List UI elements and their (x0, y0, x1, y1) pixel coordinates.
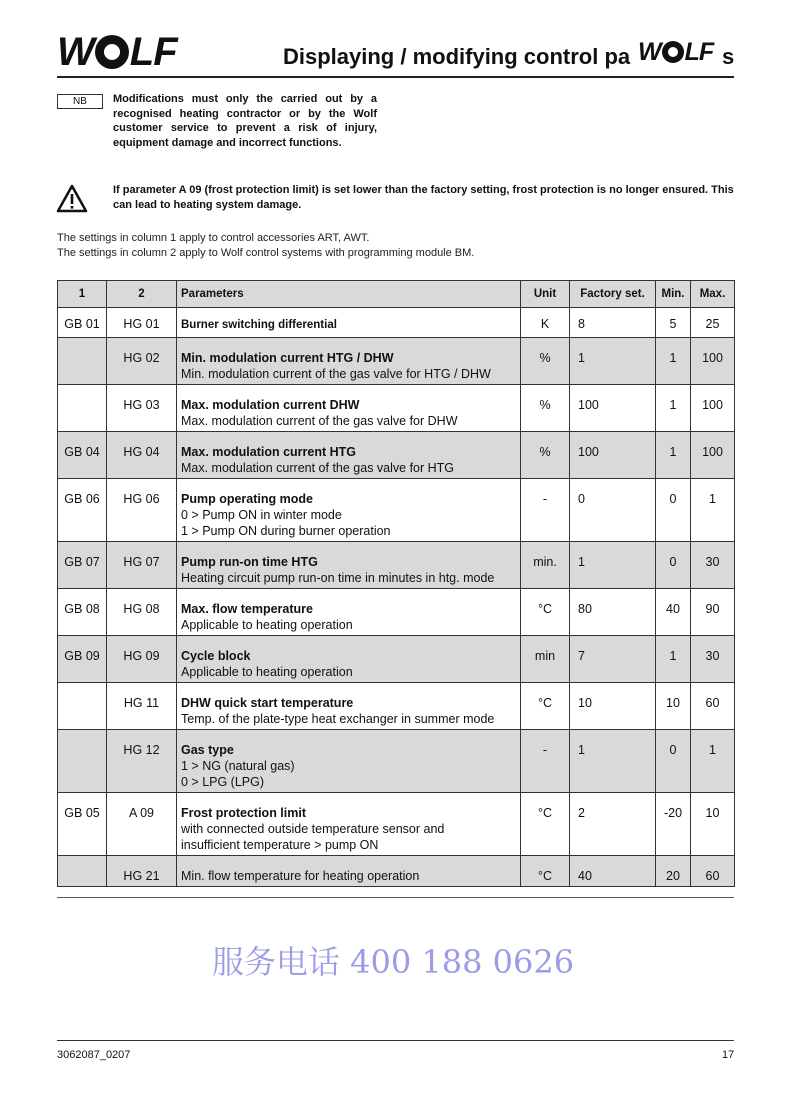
cell-unit: °C (521, 856, 570, 887)
param-desc-2: 1 > Pump ON during burner operation (181, 524, 391, 538)
cell-factory: 100 (570, 432, 656, 479)
col-header-1: 1 (58, 281, 107, 308)
param-desc: Applicable to heating operation (181, 665, 353, 679)
cell-col1 (58, 683, 107, 730)
cell-col2: HG 07 (107, 542, 177, 589)
param-name: Burner switching differential (181, 319, 337, 331)
cell-col1 (58, 856, 107, 887)
cell-col1: GB 01 (58, 308, 107, 338)
cell-unit: K (521, 308, 570, 338)
cell-max: 100 (691, 432, 735, 479)
cell-factory: 1 (570, 338, 656, 385)
param-desc: Applicable to heating operation (181, 618, 353, 632)
cell-col1: GB 08 (58, 589, 107, 636)
table-row (58, 338, 735, 385)
cell-min: 40 (656, 589, 691, 636)
col-header-min: Min. (656, 281, 691, 308)
cell-max: 100 (691, 385, 735, 432)
col-header-factory: Factory set. (570, 281, 656, 308)
cell-col2: HG 03 (107, 385, 177, 432)
param-desc-2: 0 > LPG (LPG) (181, 775, 265, 789)
param-name: DHW quick start temperature (181, 696, 354, 710)
cell-max: 25 (691, 308, 735, 338)
cell-max: 30 (691, 542, 735, 589)
cell-min: 5 (656, 308, 691, 338)
intro-line-1: The settings in column 1 apply to control accessories ART, AWT. (57, 232, 370, 244)
cell-col1: GB 05 (58, 793, 107, 856)
service-phone-watermark: 服务电话 400 188 0626 (212, 943, 575, 981)
cell-col1 (58, 338, 107, 385)
cell-unit: % (521, 385, 570, 432)
cell-max: 30 (691, 636, 735, 683)
cell-factory: 1 (570, 730, 656, 793)
cell-col2: HG 12 (107, 730, 177, 793)
cell-max: 60 (691, 683, 735, 730)
cell-col1: GB 04 (58, 432, 107, 479)
cell-max: 1 (691, 730, 735, 793)
table-row (58, 730, 735, 793)
col-header-parameters: Parameters (177, 281, 521, 308)
cell-factory: 0 (570, 479, 656, 542)
wolf-logo: W LF (57, 29, 177, 74)
cell-unit: - (521, 479, 570, 542)
header-divider (57, 76, 734, 78)
intro-text (57, 231, 474, 260)
cell-col2: HG 21 (107, 856, 177, 887)
param-desc: Temp. of the plate-type heat exchanger in summer mode (181, 712, 495, 726)
param-desc: 0 > Pump ON in winter mode (181, 508, 342, 522)
cell-unit: °C (521, 683, 570, 730)
cell-col1 (58, 730, 107, 793)
cell-max: 60 (691, 856, 735, 887)
cell-col2: HG 11 (107, 683, 177, 730)
wolf-logo-overlay: W LF (636, 38, 717, 66)
cell-col2: HG 06 (107, 479, 177, 542)
cell-factory: 8 (570, 308, 656, 338)
table-row (58, 308, 735, 338)
param-desc-2: insufficient temperature > pump ON (181, 838, 379, 852)
warning-text: If parameter A 09 (frost protection limit) is set lower than the factory setting, frost protection is no longer ensured. This can lead to heating system damage. (113, 184, 734, 211)
param-desc: 1 > NG (natural gas) (181, 759, 295, 773)
cell-min: 1 (656, 432, 691, 479)
cell-min: 0 (656, 730, 691, 793)
cell-col2: HG 09 (107, 636, 177, 683)
cell-col2: HG 01 (107, 308, 177, 338)
logo-ring-icon (662, 41, 684, 63)
param-name: Cycle block (181, 649, 251, 663)
cell-col2: HG 02 (107, 338, 177, 385)
cell-factory: 100 (570, 385, 656, 432)
param-name: Gas type (181, 743, 234, 757)
cell-col1: GB 06 (58, 479, 107, 542)
cell-factory: 40 (570, 856, 656, 887)
warning-triangle-icon (56, 184, 88, 213)
cell-unit: - (521, 730, 570, 793)
section-divider (57, 897, 734, 898)
page-title: Displaying / modifying control pa (283, 44, 631, 69)
cell-col1 (58, 385, 107, 432)
cell-max: 10 (691, 793, 735, 856)
col-header-max: Max. (691, 281, 735, 308)
param-name: Pump operating mode (181, 492, 313, 506)
cell-unit: min. (521, 542, 570, 589)
parameter-table (57, 280, 735, 887)
nb-badge: NB (57, 94, 103, 109)
col-header-2: 2 (107, 281, 177, 308)
cell-factory: 1 (570, 542, 656, 589)
cell-col2: A 09 (107, 793, 177, 856)
table-row (58, 856, 735, 887)
cell-col1: GB 09 (58, 636, 107, 683)
cell-unit: min (521, 636, 570, 683)
cell-min: 1 (656, 338, 691, 385)
table-row (58, 683, 735, 730)
table-row (58, 385, 735, 432)
table-row (58, 542, 735, 589)
cell-min: 0 (656, 479, 691, 542)
param-desc: Min. modulation current of the gas valve for HTG / DHW (181, 367, 491, 381)
cell-min: -20 (656, 793, 691, 856)
param-name: Frost protection limit (181, 806, 306, 820)
table-row (58, 432, 735, 479)
cell-col2: HG 08 (107, 589, 177, 636)
table-header-row (58, 281, 735, 308)
param-desc: with connected outside temperature sensor and (181, 822, 445, 836)
param-name: Max. flow temperature (181, 602, 313, 616)
table-row (58, 479, 735, 542)
cell-min: 10 (656, 683, 691, 730)
cell-max: 90 (691, 589, 735, 636)
param-name: Pump run-on time HTG (181, 555, 318, 569)
cell-min: 1 (656, 385, 691, 432)
cell-unit: % (521, 432, 570, 479)
param-desc: Max. modulation current of the gas valve for HTG (181, 461, 455, 475)
param-desc: Heating circuit pump run-on time in minutes in htg. mode (181, 571, 495, 585)
cell-unit: % (521, 338, 570, 385)
logo-ring-icon (95, 35, 129, 69)
cell-min: 0 (656, 542, 691, 589)
param-name: Min. modulation current HTG / DHW (181, 351, 394, 365)
cell-max: 1 (691, 479, 735, 542)
cell-unit: °C (521, 589, 570, 636)
cell-factory: 2 (570, 793, 656, 856)
cell-min: 1 (656, 636, 691, 683)
cell-col2: HG 04 (107, 432, 177, 479)
table-row (58, 636, 735, 683)
table-row (58, 589, 735, 636)
cell-unit: °C (521, 793, 570, 856)
document-number: 3062087_0207 (57, 1049, 131, 1061)
param-name: Max. modulation current HTG (181, 445, 357, 459)
cell-col1: GB 07 (58, 542, 107, 589)
cell-factory: 10 (570, 683, 656, 730)
cell-factory: 7 (570, 636, 656, 683)
cell-factory: 80 (570, 589, 656, 636)
param-desc: Min. flow temperature for heating operation (181, 869, 420, 883)
param-desc: Max. modulation current of the gas valve for DHW (181, 414, 458, 428)
notice-text: Modifications must only the carried out by a recognised heating contractor or by the Wolf customer service to prevent a risk of injury, equipment damage and incorrect functions. (113, 93, 377, 149)
intro-line-2: The settings in column 2 apply to Wolf control systems with programming module BM. (57, 246, 475, 259)
cell-min: 20 (656, 856, 691, 887)
cell-max: 100 (691, 338, 735, 385)
page-title-tail: s (722, 44, 735, 69)
page-number: 17 (722, 1049, 735, 1061)
footer-divider (57, 1040, 734, 1041)
col-header-unit: Unit (521, 281, 570, 308)
param-name: Max. modulation current DHW (181, 398, 360, 412)
table-row (58, 793, 735, 856)
